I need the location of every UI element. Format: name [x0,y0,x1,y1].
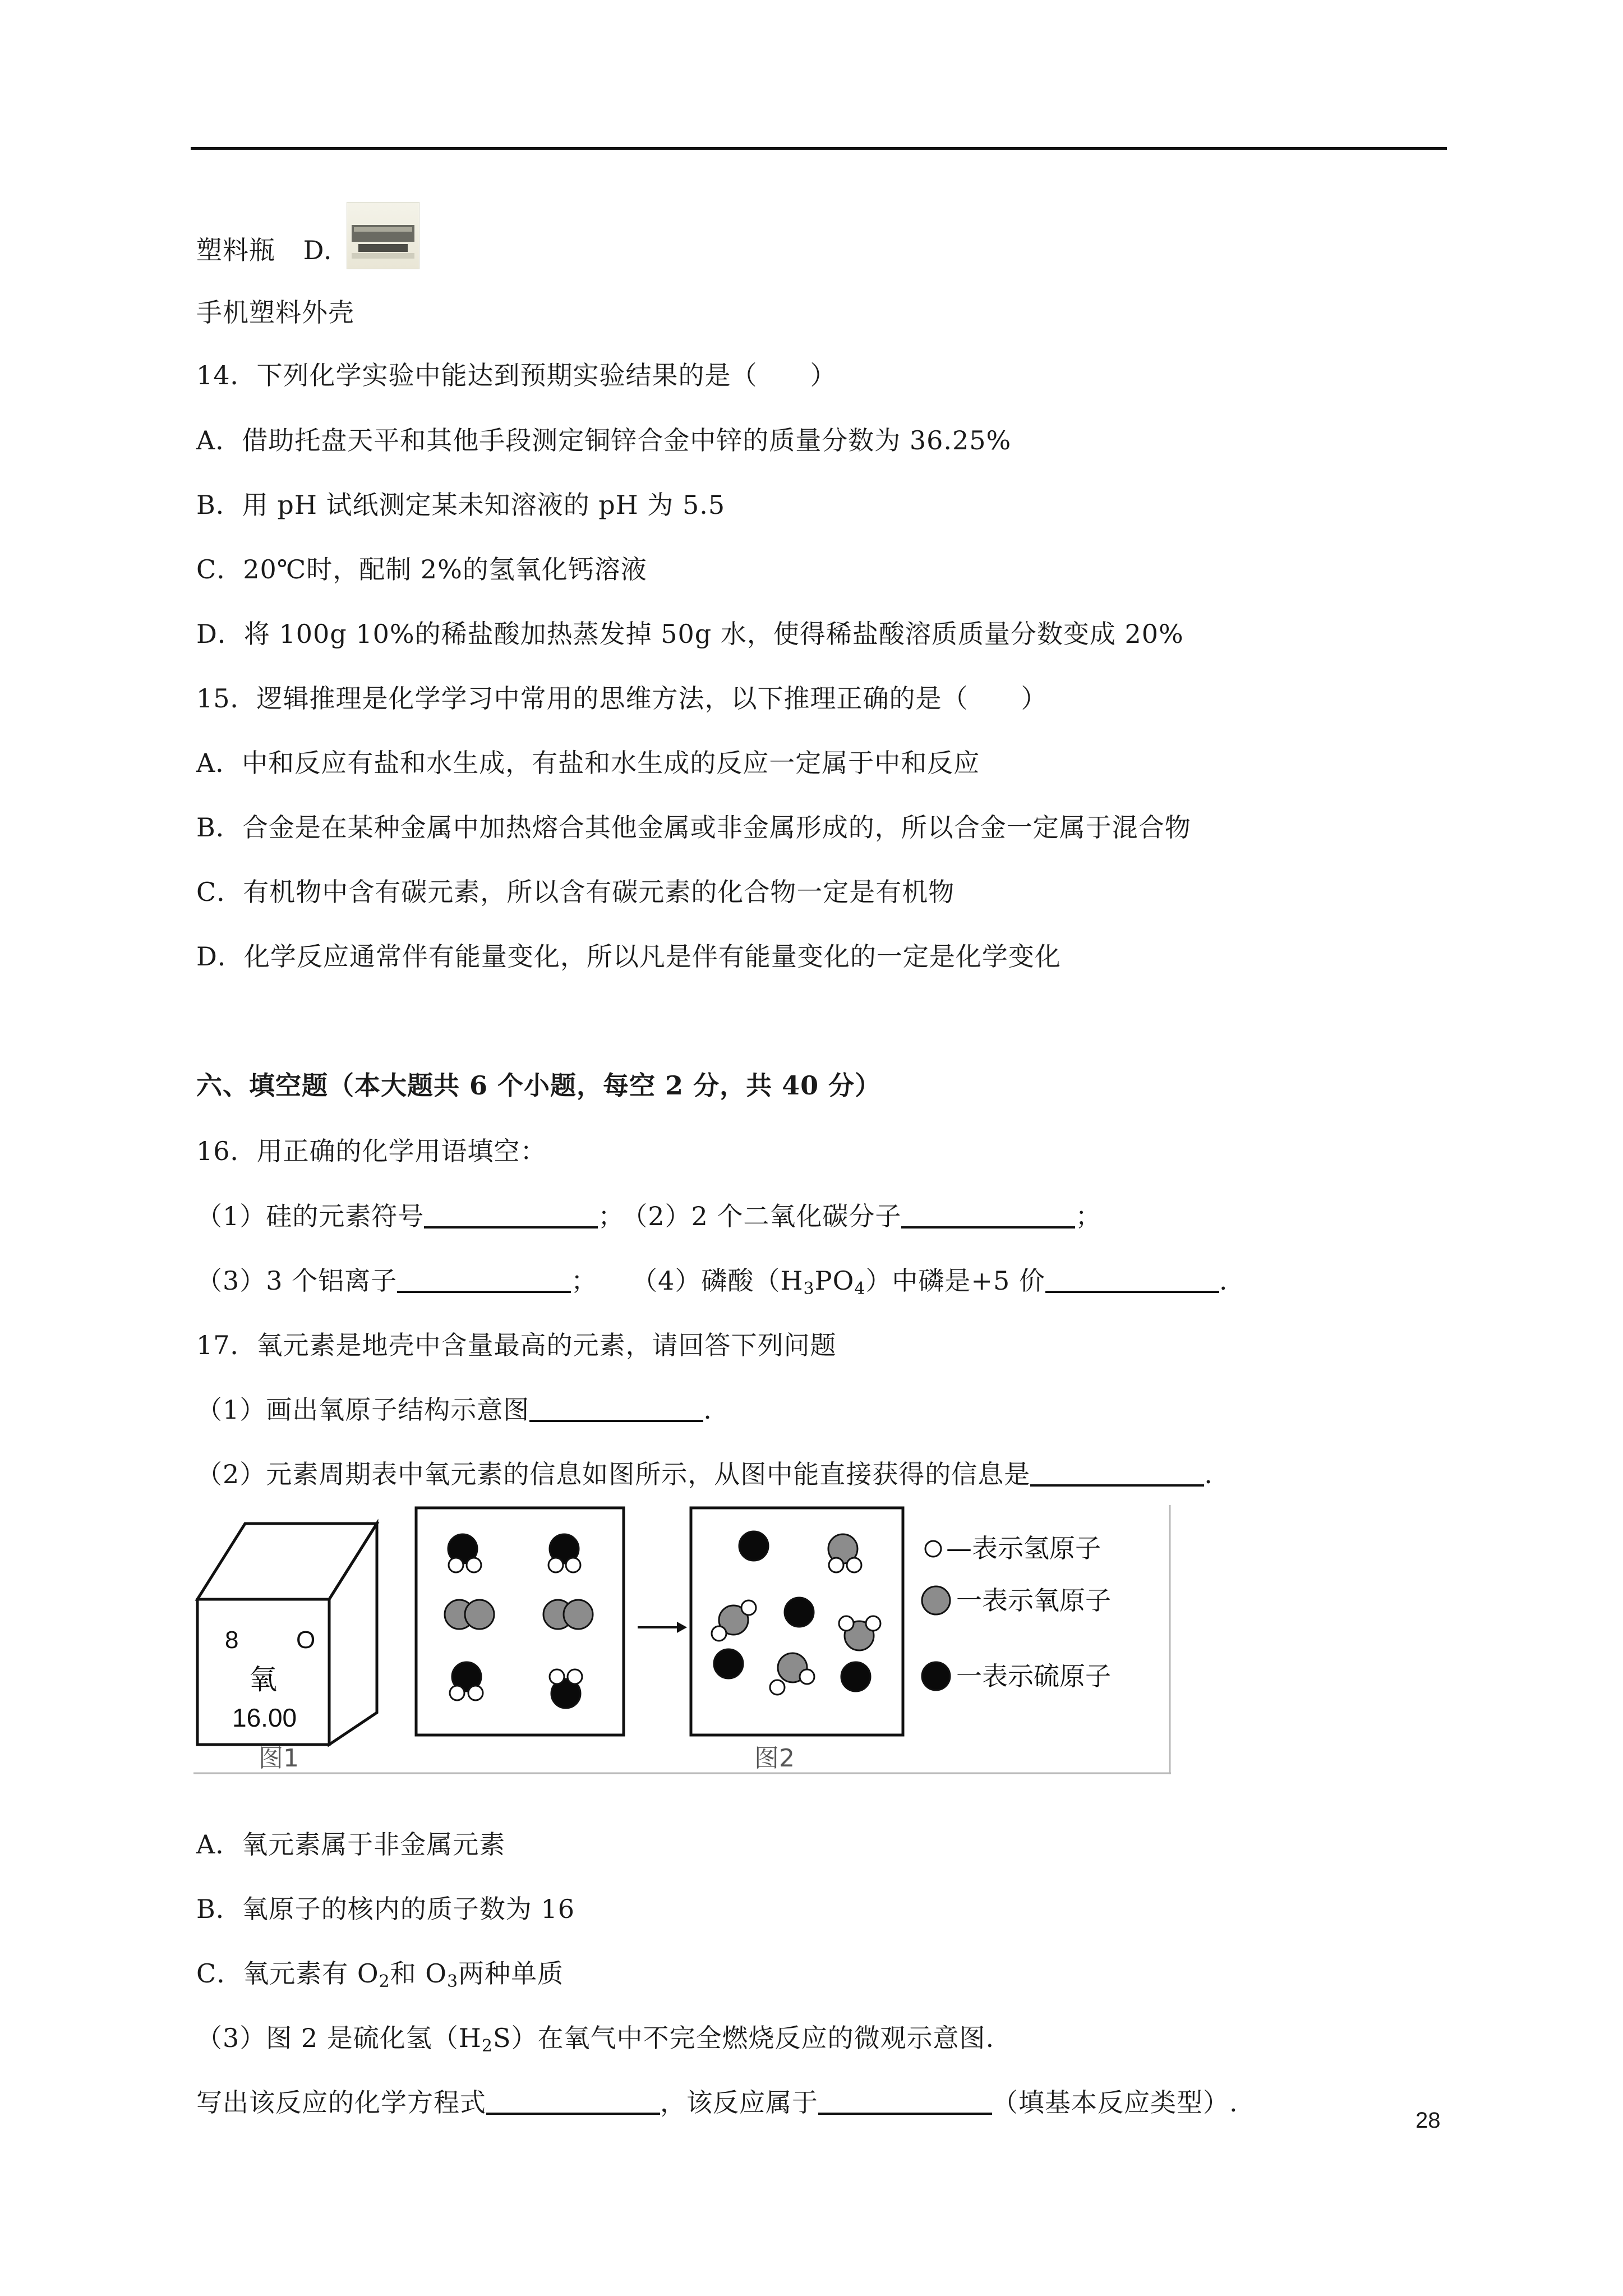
question-14-stem: 14．下列化学实验中能达到预期实验结果的是（ ） [196,360,837,390]
phone-case-picture [347,203,419,269]
question-15-stem: 15．逻辑推理是化学学习中常用的思维方法，以下推理正确的是（ ） [196,683,1048,714]
period: . [1219,1266,1228,1296]
header-rule [191,147,1447,150]
answer-blank-q16-2[interactable] [901,1202,1075,1228]
question-16-line-2 [196,1264,1228,1297]
sulfur-atom [785,1598,814,1627]
question-15-option-d: D．化学反应通常伴有能量变化，所以凡是伴有能量变化的一定是化学变化 [196,941,1061,972]
legend-sulfur-label: 一表示硫原子 [956,1661,1111,1691]
cube-element-name: 氧 [249,1663,277,1696]
option-c-caption-tail: 塑料瓶 [196,235,275,265]
sulfur-atom [714,1649,743,1678]
legend-hydrogen-label: —表示氢原子 [946,1533,1101,1563]
answer-blank-q16-3[interactable] [397,1266,571,1293]
separator: ； [598,1201,625,1231]
oxygen-figure [193,1505,1171,1774]
answer-blank-q16-1[interactable] [424,1202,598,1228]
question-17-part-1: （1）画出氧原子结构示意图 . [196,1395,712,1425]
question-17-part-3: （3）图 2 是硫化氢$(H_2S)$在氧气中不完全燃烧反应的微观示意图. [196,2023,995,2056]
o2-molecule [543,1600,593,1629]
legend-sulfur-icon [922,1662,950,1690]
figure-1-label: 图1 [259,1744,299,1773]
o2-molecule [445,1600,494,1629]
answer-blank-q17-2[interactable] [1030,1460,1204,1487]
question-14-option-c: C．20℃时，配制 2%的氢氧化钙溶液 [196,554,647,585]
answer-blank-reaction-type[interactable] [818,2088,992,2115]
separator: ； [1075,1201,1102,1231]
legend-oxygen-icon [922,1586,950,1614]
h2o-molecule [712,1600,756,1641]
cube-atomic-mass: 16.00 [232,1703,297,1732]
q16-part-3: （3）3 个铝离子 [196,1266,398,1296]
option-d-caption: 手机塑料外壳 [196,297,354,328]
h2s-molecule [548,1534,580,1572]
h2o-molecule [839,1616,880,1650]
question-14-option-a: A．借助托盘天平和其他手段测定铜锌合金中锌的质量分数为 36.25% [196,425,1012,455]
sulfur-atom [739,1531,768,1561]
carryover-line [196,219,419,286]
legend-hydrogen-icon [925,1541,941,1557]
separator: ； [571,1266,598,1296]
h2o-molecule [770,1653,814,1695]
question-17-part-2: （2）元素周期表中氧元素的信息如图所示，从图中能直接获得的信息是 . [196,1459,1213,1489]
legend-oxygen-label: 一表示氧原子 [956,1585,1111,1616]
question-16-stem: 16．用正确的化学用语填空： [196,1136,547,1166]
reaction-arrow-icon [638,1622,687,1633]
phone-case-image [347,202,419,269]
page-number: 28 [1415,2108,1441,2133]
q16-part-2: （2）2 个二氧化碳分子 [634,1201,902,1231]
option-d-letter: D. [303,235,333,265]
section-6-heading: 六、填空题（本大题共 6 个小题，每空 2 分，共 40 分） [196,1070,882,1101]
cube-element-symbol: O [296,1626,316,1654]
h2o-molecule [828,1534,861,1572]
question-15-option-c: C．有机物中含有碳元素，所以含有碳元素的化合物一定是有机物 [196,877,955,907]
answer-blank-q17-1[interactable] [529,1395,703,1422]
q16-part-1: （1）硅的元素符号 [196,1201,425,1231]
sulfur-atom [841,1662,870,1691]
question-14-option-b: B．用 pH 试纸测定某未知溶液的 pH 为 5.5 [196,490,726,520]
h2s-molecule [550,1669,582,1708]
figure-2-label: 图2 [754,1744,795,1773]
question-17-option-b: B．氧原子的核内的质子数为 16 [196,1894,575,1924]
question-16-line-1 [196,1199,1101,1233]
cube-atomic-number: 8 [225,1626,239,1654]
question-17-option-c: C．氧元素有 $O_2$和 $O_3$两种单质 [196,1958,564,1991]
question-15-option-a: A．中和反应有盐和水生成，有盐和水生成的反应一定属于中和反应 [196,748,980,778]
h2s-molecule [450,1662,483,1700]
h2s-molecule [448,1534,481,1572]
answer-blank-equation[interactable] [486,2088,660,2115]
question-17-part-3-blanks: 写出该反应的化学方程式 ，该反应属于 （填基本反应类型）. [196,2087,1238,2118]
answer-blank-q16-4[interactable] [1045,1266,1219,1293]
question-17-stem: 17．氧元素是地壳中含量最高的元素，请回答下列问题 [196,1330,837,1360]
q16-part-4: （4）磷酸$(H_3PO_4)$中磷是+5 价 [644,1266,1045,1299]
question-17-option-a: A．氧元素属于非金属元素 [196,1829,506,1860]
question-14-option-d: D．将 100g 10%的稀盐酸加热蒸发掉 50g 水，使得稀盐酸溶质质量分数变成 20% [196,619,1184,649]
question-15-option-b: B．合金是在某种金属中加热熔合其他金属或非金属形成的，所以合金一定属于混合物 [196,812,1191,843]
